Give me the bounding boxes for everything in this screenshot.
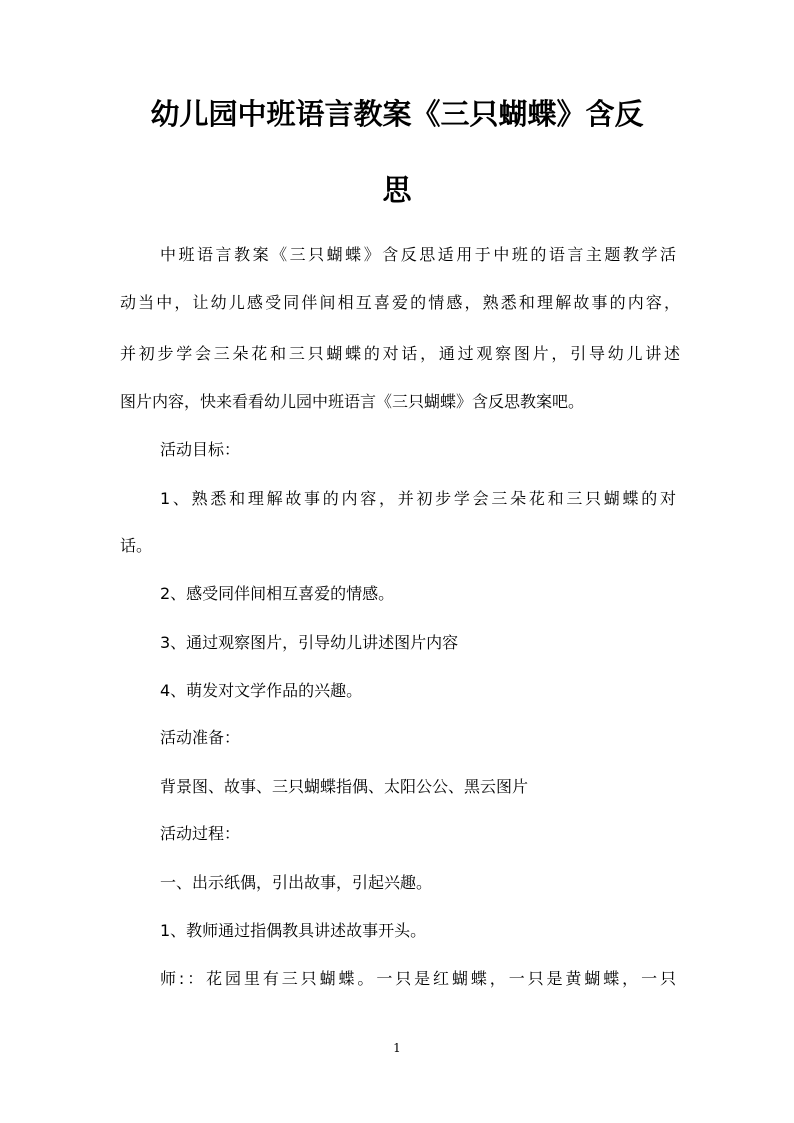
goal-1-line-1: 1、熟悉和理解故事的内容，并初步学会三朵花和三只蝴蝶的对 xyxy=(160,489,676,508)
prep-text: 背景图、故事、三只蝴蝶指偶、太阳公公、黑云图片 xyxy=(160,777,529,796)
process-heading: 活动过程： xyxy=(160,824,241,843)
goal-2: 2、感受同伴间相互喜爱的情感。 xyxy=(160,584,395,603)
step-1-1: 1、教师通过指偶教具讲述故事开头。 xyxy=(160,921,427,940)
goals-heading: 活动目标： xyxy=(160,440,241,459)
intro-line-4: 图片内容，快来看看幼儿园中班语言《三只蝴蝶》含反思教案吧。 xyxy=(120,392,585,411)
prep-heading: 活动准备： xyxy=(160,728,241,747)
document-title-line-1: 幼儿园中班语言教案《三只蝴蝶》含反 xyxy=(150,97,644,131)
goal-4: 4、萌发对文学作品的兴趣。 xyxy=(160,681,363,700)
intro-line-1: 中班语言教案《三只蝴蝶》含反思适用于中班的语言主题教学活 xyxy=(160,245,676,264)
intro-line-3: 并初步学会三朵花和三只蝴蝶的对话，通过观察图片，引导幼儿讲述 xyxy=(120,344,680,363)
goal-1-line-2: 话。 xyxy=(120,536,153,555)
document-title-line-2: 思 xyxy=(382,173,412,207)
page-number: 1 xyxy=(393,1041,401,1055)
intro-line-2: 动当中，让幼儿感受同伴间相互喜爱的情感，熟悉和理解故事的内容， xyxy=(120,293,680,312)
teacher-line: 师:：花园里有三只蝴蝶。一只是红蝴蝶，一只是黄蝴蝶，一只 xyxy=(160,969,676,988)
goal-3: 3、通过观察图片，引导幼儿讲述图片内容 xyxy=(160,633,459,652)
step-1: 一、出示纸偶，引出故事，引起兴趣。 xyxy=(160,873,433,892)
